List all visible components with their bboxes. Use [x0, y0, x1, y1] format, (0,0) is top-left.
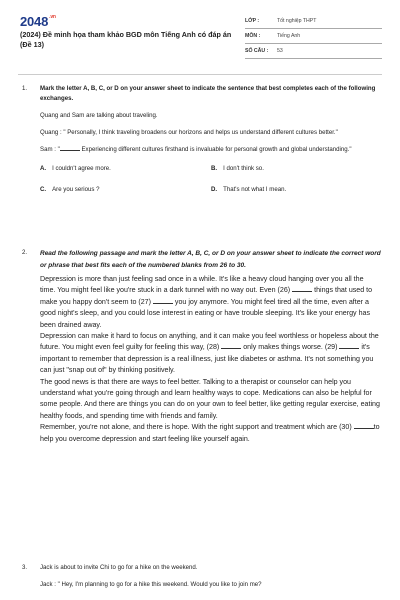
- blank-30: [354, 423, 374, 429]
- option-text: I couldn't agree more.: [52, 165, 111, 172]
- page-header: [20, 12, 382, 64]
- meta-label: LỚP :: [245, 18, 260, 24]
- answer-options: [40, 164, 382, 194]
- dialogue-line-sam: [40, 145, 382, 155]
- option-c[interactable]: [40, 185, 200, 195]
- dialogue-line-sam-start: Sam : ": [40, 146, 60, 153]
- option-b[interactable]: [211, 164, 371, 174]
- passage-paragraph-3: The good news is that there are ways to feel better. Talking to a therapist or counselor can help you understand what you're going through and learn healthy ways to cope. Medications can also be helpful for some people. And there are things you can do on your own to feel better, like getting regular exercise, eating healthy foods, and spending time with friends and family.: [40, 377, 380, 420]
- passage-paragraph-4: [40, 422, 380, 445]
- option-text: Are you serious ?: [52, 186, 100, 193]
- header-divider: [18, 74, 382, 75]
- meta-row-subject: [245, 29, 382, 44]
- meta-row-class: [245, 14, 382, 29]
- logo-suffix: .vn: [49, 14, 56, 20]
- passage-text: it's important to remember that depression is a real illness, just like diabetes or asthma. It's not something you can just "snap out of" by thinking positively.: [40, 343, 374, 375]
- dialogue-line-sam-end: Experiencing different cultures firsthand is invaluable for personal growth and global understanding.": [79, 146, 352, 153]
- question-instruction: Read the following passage and mark the letter A, B, C, or D on your answer sheet to indicate the correct word or phrase that best fits each of the numbered blanks from 26 to 30.: [40, 250, 381, 269]
- option-letter: B.: [211, 165, 218, 172]
- passage-text: things that used to make you happy don't seem to (27): [40, 286, 373, 306]
- dialogue-context: Jack is about to invite Chi to go for a hike on the weekend.: [40, 564, 198, 571]
- passage-text: Remember, you're not alone, and there is hope. With the right support and treatment which are (30): [40, 423, 354, 432]
- option-letter: D.: [211, 186, 218, 193]
- passage-text: Depression is more than just feeling sad once in a while. It's like a heavy cloud hanging over you all the time. You might feel like you're stuck in a dark tunnel with no way out. Even (26): [40, 275, 364, 295]
- passage-text: only makes things worse. (29): [241, 343, 340, 352]
- document-title: (2024) Đề minh họa tham khảo BGD môn Tiếng Anh có đáp án (Đề 13): [20, 30, 232, 49]
- logo-text: 2048: [20, 14, 49, 29]
- question-body: [40, 248, 382, 445]
- passage-paragraph-2: [40, 331, 380, 377]
- passage-text: you joy anymore. You might feel tired all the time, even after a good night's sleep, and you could lose interest in eating or have trouble sleeping. It's like your energy has been drained away.: [40, 297, 371, 329]
- blank-28: [221, 343, 241, 349]
- dialogue-line-quang: Quang : " Personally, I think traveling broadens our horizons and helps us understand different cultures better.": [40, 129, 338, 136]
- passage-text: Depression can make it hard to focus on anything, and it can make you feel worthless or hopeless about the future. You might even feel guilty for feeling this way, (28): [40, 332, 379, 352]
- reading-passage: [40, 274, 380, 445]
- site-logo[interactable]: [20, 14, 56, 29]
- meta-row-count: [245, 44, 382, 59]
- meta-value: Tiếng Anh: [277, 33, 301, 39]
- option-letter: A.: [40, 165, 47, 172]
- dialogue-line-jack: Jack : " Hey, I'm planning to go for a hike this weekend. Would you like to join me?: [40, 581, 262, 588]
- question-body: [40, 84, 382, 194]
- blank-27: [153, 298, 173, 304]
- meta-label: SỐ CÂU :: [245, 48, 269, 54]
- option-letter: C.: [40, 186, 47, 193]
- question-instruction: Mark the letter A, B, C, or D on your answer sheet to indicate the sentence that best completes each of the following exchanges.: [40, 85, 376, 102]
- answer-blank: [60, 145, 80, 151]
- passage-paragraph-1: [40, 274, 380, 331]
- question-body: [40, 563, 382, 590]
- passage-text: to help you overcome depression and start feeling like yourself again.: [40, 423, 380, 443]
- meta-value: Tốt nghiệp THPT: [277, 18, 317, 24]
- option-text: I don't think so.: [223, 165, 264, 172]
- question-number: 3.: [22, 564, 28, 571]
- question-number: 2.: [22, 249, 28, 256]
- blank-29: [339, 343, 359, 349]
- meta-table: [245, 14, 382, 59]
- option-text: That's not what I mean.: [223, 186, 287, 193]
- blank-26: [292, 286, 312, 292]
- meta-label: MÔN :: [245, 33, 261, 39]
- meta-value: 53: [277, 48, 283, 54]
- option-d[interactable]: [211, 185, 371, 195]
- option-a[interactable]: [40, 164, 200, 174]
- question-number: 1.: [22, 85, 28, 92]
- dialogue-context: Quang and Sam are talking about traveling.: [40, 112, 158, 119]
